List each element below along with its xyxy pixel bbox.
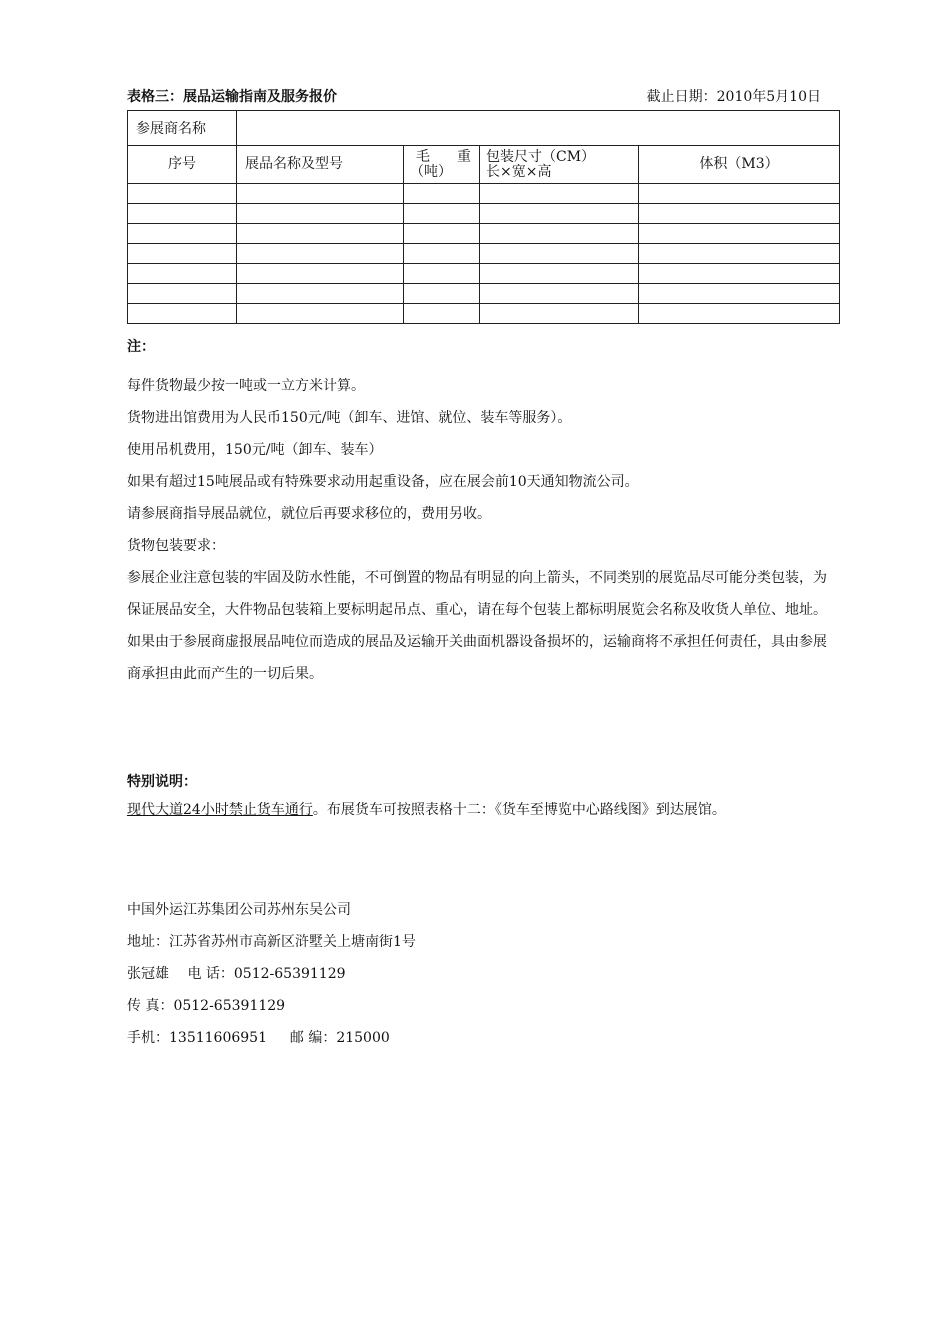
table-cell[interactable] bbox=[128, 184, 237, 204]
exhibitor-row bbox=[128, 111, 840, 146]
col-seq-header: 序号 bbox=[128, 146, 237, 184]
note-item: 如果有超过15吨展品或有特殊要求动用起重设备，应在展会前10天通知物流公司。 bbox=[127, 474, 639, 490]
special-label: 特别说明： bbox=[127, 774, 197, 790]
note-item: 请参展商指导展品就位，就位后再要求移位的，费用另收。 bbox=[127, 506, 491, 522]
table-cell[interactable] bbox=[237, 204, 404, 224]
table-cell[interactable] bbox=[128, 304, 237, 324]
table-cell[interactable] bbox=[480, 204, 639, 224]
table-cell[interactable] bbox=[237, 224, 404, 244]
shipment-table bbox=[127, 110, 840, 324]
traffic-restriction-text: 现代大道24小时禁止货车通行 bbox=[127, 802, 313, 818]
table-cell[interactable] bbox=[639, 184, 840, 204]
company-name: 中国外运江苏集团公司苏州东吴公司 bbox=[127, 902, 351, 918]
note-item: 货物进出馆费用为人民币150元/吨（卸车、进馆、就位、装车等服务）。 bbox=[127, 410, 572, 426]
table-cell[interactable] bbox=[639, 204, 840, 224]
table-cell[interactable] bbox=[404, 284, 480, 304]
col-volume-header: 体积（M3） bbox=[639, 146, 840, 184]
table-header-row bbox=[128, 146, 840, 184]
weight-unit: （吨） bbox=[410, 163, 452, 180]
table-cell[interactable] bbox=[639, 244, 840, 264]
table-cell[interactable] bbox=[480, 264, 639, 284]
table-cell[interactable] bbox=[404, 204, 480, 224]
special-notice-section bbox=[127, 770, 827, 826]
table-cell[interactable] bbox=[128, 224, 237, 244]
liability-paragraph: 如果由于参展商虚报展品吨位而造成的展品及运输开关曲面机器设备损坏的，运输商将不承担任何责任，具由参展商承担由此而产生的一切后果。 bbox=[127, 634, 827, 682]
table-cell[interactable] bbox=[480, 184, 639, 204]
table-cell[interactable] bbox=[404, 184, 480, 204]
table-cell[interactable] bbox=[237, 184, 404, 204]
packaging-paragraph: 参展企业注意包装的牢固及防水性能，不可倒置的物品有明显的向上箭头，不同类别的展览品尽可能分类包装，为保证展品安全，大件物品包装箱上要标明起吊点、重心，请在每个包装上都标明展览会名称及收货人单位、地址。 bbox=[127, 570, 827, 618]
weight-char-a: 毛 bbox=[416, 148, 430, 165]
table-cell[interactable] bbox=[237, 304, 404, 324]
col-weight-header bbox=[404, 146, 480, 184]
deadline-date: 截止日期：2010年5月10日 bbox=[646, 89, 821, 105]
table-cell[interactable] bbox=[128, 284, 237, 304]
notes-section bbox=[127, 336, 827, 690]
col-dims-header bbox=[480, 146, 639, 184]
dims-line-2: 长×宽×高 bbox=[486, 163, 552, 180]
table-row bbox=[128, 184, 840, 204]
special-paragraph bbox=[127, 794, 827, 826]
table-cell[interactable] bbox=[639, 284, 840, 304]
contact-mobile: 手机：13511606951 邮 编：215000 bbox=[127, 1030, 390, 1046]
table-cell[interactable] bbox=[237, 244, 404, 264]
table-cell[interactable] bbox=[404, 224, 480, 244]
table-cell[interactable] bbox=[639, 264, 840, 284]
form-title: 表格三：展品运输指南及服务报价 bbox=[127, 89, 337, 105]
table-cell[interactable] bbox=[128, 264, 237, 284]
table-cell[interactable] bbox=[480, 284, 639, 304]
form-header bbox=[127, 86, 839, 108]
note-item: 使用吊机费用，150元/吨（卸车、装车） bbox=[127, 442, 383, 458]
table-cell[interactable] bbox=[404, 264, 480, 284]
contact-phone: 张冠雄 电 话：0512-65391129 bbox=[127, 966, 346, 982]
note-item: 每件货物最少按一吨或一立方米计算。 bbox=[127, 378, 365, 394]
table-cell[interactable] bbox=[128, 244, 237, 264]
table-row bbox=[128, 204, 840, 224]
table-row bbox=[128, 244, 840, 264]
exhibitor-label: 参展商名称 bbox=[128, 111, 237, 146]
dims-line-1: 包装尺寸（CM） bbox=[486, 148, 596, 165]
table-cell[interactable] bbox=[480, 304, 639, 324]
table-cell[interactable] bbox=[404, 244, 480, 264]
table-cell[interactable] bbox=[639, 304, 840, 324]
table-cell[interactable] bbox=[237, 264, 404, 284]
notes-label: 注： bbox=[127, 339, 155, 355]
table-cell[interactable] bbox=[404, 304, 480, 324]
contact-fax: 传 真：0512-65391129 bbox=[127, 998, 286, 1014]
table-row bbox=[128, 224, 840, 244]
table-cell[interactable] bbox=[128, 204, 237, 224]
col-product-header: 展品名称及型号 bbox=[237, 146, 404, 184]
table-row bbox=[128, 284, 840, 304]
table-cell[interactable] bbox=[480, 244, 639, 264]
table-cell[interactable] bbox=[237, 284, 404, 304]
weight-char-b: 重 bbox=[457, 148, 471, 165]
table-cell[interactable] bbox=[480, 224, 639, 244]
table-cell[interactable] bbox=[639, 224, 840, 244]
company-address: 地址：江苏省苏州市高新区浒墅关上塘南街1号 bbox=[127, 934, 416, 950]
special-rest-text: 。布展货车可按照表格十二：《货车至博览中心路线图》到达展馆。 bbox=[312, 802, 726, 818]
contact-section bbox=[127, 894, 827, 1054]
table-row bbox=[128, 304, 840, 324]
exhibitor-name-cell[interactable] bbox=[237, 111, 840, 146]
table-row bbox=[128, 264, 840, 284]
note-item: 货物包装要求： bbox=[127, 538, 225, 554]
